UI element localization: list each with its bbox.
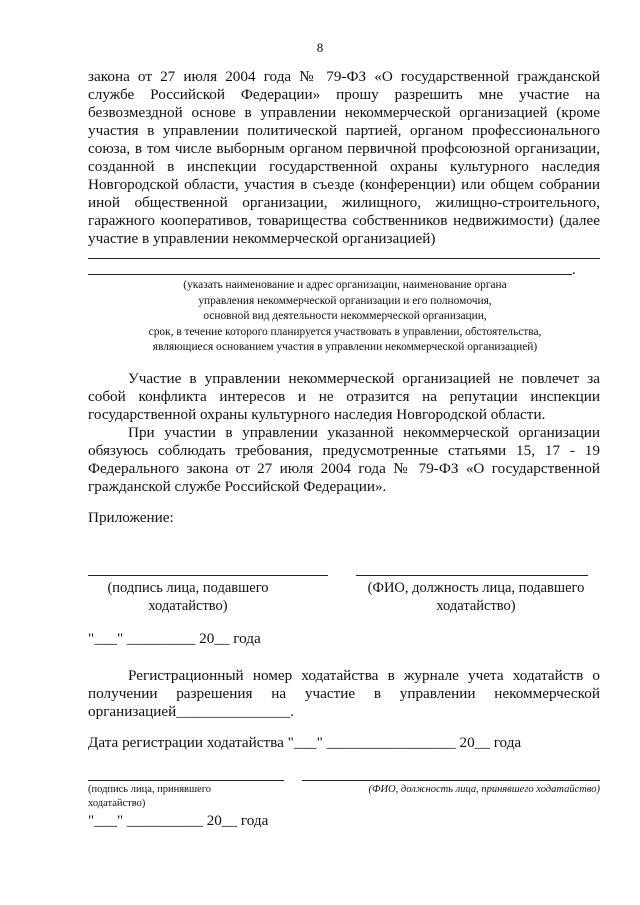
intro-line: участие в управлении некоммерческой организацией) (88, 230, 436, 247)
intro-line: Новгородской области, участия в съезде (конференции) или общем собрании (88, 176, 600, 193)
intro-line: созданной в инспекции государственной охраны культурного наследия (88, 158, 600, 175)
para1-line: собой конфликта интересов и не отразится на репутации инспекции (88, 388, 600, 405)
blank-line (88, 274, 572, 275)
para1-line: Участие в управлении некоммерческой организацией не повлечет за (128, 370, 600, 387)
signature-caption-right: ходатайство) (436, 598, 516, 614)
receiver-caption-right: (ФИО, должность лица, принявшего ходатайство) (368, 784, 600, 795)
date-line-2: "___" __________ 20__ года (88, 812, 269, 829)
intro-line: безвозмездной основе в управлении некоммерческой организацией (кроме (88, 104, 600, 121)
receiver-caption-left: ходатайство) (88, 798, 146, 809)
reg-line: Регистрационный номер ходатайства в журнале учета ходатайств о (128, 667, 600, 684)
para1-line: государственной охраны культурного наследия Новгородской области. (88, 406, 546, 423)
signature-caption-right: (ФИО, должность лица, подавшего (367, 580, 585, 596)
receiver-caption-left: (подпись лица, принявшего (88, 784, 212, 795)
reg-line: организацией_______________. (88, 703, 294, 720)
note-line: управления некоммерческой организации и его полномочия, (198, 294, 492, 307)
blank-line-end: . (572, 262, 576, 278)
note-line: являющиеся основанием участия в управлении некоммерческой организацией) (152, 341, 538, 353)
receiver-signature-line-right (302, 780, 600, 781)
signature-caption-left: ходатайство) (148, 598, 228, 614)
page-number: 8 (316, 40, 324, 55)
intro-line: закона от 27 июля 2004 года № 79-ФЗ «О государственной гражданской (88, 68, 600, 85)
signature-line-right (356, 575, 588, 576)
receiver-signature-line-left (88, 780, 284, 781)
note-line: срок, в течение которого планируется участвовать в управлении, обстоятельства, (148, 325, 542, 338)
note-line: основной вид деятельности некоммерческой организации, (203, 310, 487, 322)
intro-line: иной общественной организации, жилищного, жилищно-строительного, (88, 194, 600, 211)
signature-caption-left: (подпись лица, подавшего (107, 580, 269, 596)
date-line: "___" _________ 20__ года (88, 630, 261, 647)
blank-line (88, 258, 600, 259)
para2-line: гражданской службе Российской Федерации». (88, 478, 387, 495)
note-line: (указать наименование и адрес организации, наименование органа (183, 279, 507, 291)
intro-line: гаражного кооперативов, товарищества собственников недвижимости) (далее (88, 212, 600, 229)
reg-line: получении разрешения на участие в управлении некоммерческой (88, 685, 600, 702)
intro-line: службе Российской Федерации» прошу разрешить мне участие на (88, 86, 600, 103)
intro-line: союза, в том числе выборным органом первичной профсоюзной организации, (88, 140, 600, 157)
attachment-label: Приложение: (88, 509, 174, 526)
intro-line: участия в управлении политической партией, органом профессионального (88, 122, 600, 139)
para2-line: обязуюсь соблюдать требования, предусмотренные статьями 15, 17 - 19 (88, 442, 600, 459)
para2-line: Федерального закона от 27 июля 2004 года № 79-ФЗ «О государственной (88, 460, 600, 477)
registration-date-line: Дата регистрации ходатайства "___" _________________ 20__ года (88, 734, 522, 751)
signature-line-left (88, 575, 328, 576)
para2-line: При участии в управлении указанной некоммерческой организации (128, 424, 600, 441)
